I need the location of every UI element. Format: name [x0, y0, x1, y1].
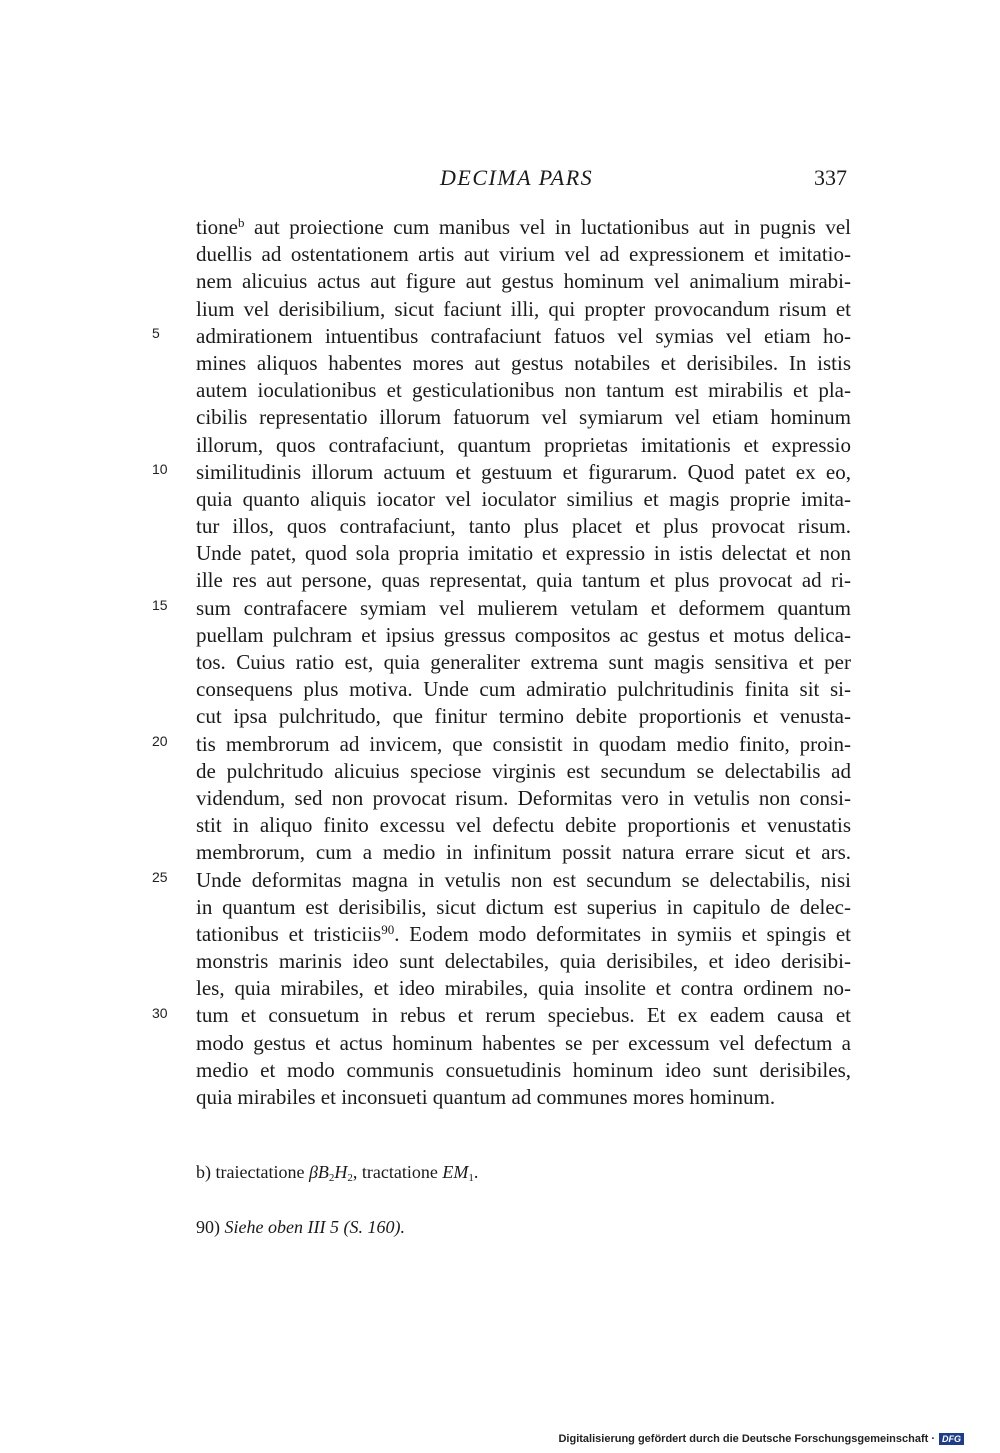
- line-number-15: 15: [152, 597, 168, 613]
- siglum: H: [334, 1162, 348, 1182]
- line-number-10: 10: [152, 461, 168, 477]
- footnote-marker-90: 90: [381, 921, 395, 937]
- text-line: similitudinis illorum actuum et gestuum et figurarum. Quod patet ex eo,: [196, 459, 851, 484]
- digitization-credit: [558, 1433, 964, 1445]
- text-line: illorum, quos contrafaciunt, quantum proprietas imitationis et expressio: [196, 432, 851, 457]
- footnote-text: Siehe oben III 5 (S. 160).: [224, 1217, 405, 1237]
- text-line: tis membrorum ad invicem, que consistit in quodam medio finito, proin-: [196, 731, 851, 756]
- text-line: admirationem intuentibus contrafaciunt fatuos vel symias vel etiam ho-: [196, 323, 851, 348]
- text-segment: tione: [196, 215, 238, 239]
- text-line: les, quia mirabiles, et ideo mirabiles, quia insolite et contra ordinem no-: [196, 976, 851, 1001]
- text-line: membrorum, cum a medio in infinitum possit natura errare sicut et ars.: [196, 840, 851, 865]
- main-text: [196, 214, 851, 1111]
- text-line: tos. Cuius ratio est, quia generaliter extrema sunt magis sensitiva et per: [196, 650, 851, 674]
- running-title: DECIMA PARS: [440, 165, 594, 190]
- text-line: stit in aliquo finito excessu vel defectu debite proportionis et venustatis: [196, 813, 851, 838]
- text-line: cibilis representatio illorum fatuorum vel symiarum vel etiam hominum: [196, 405, 851, 430]
- text-line: consequens plus motiva. Unde cum admiratio pulchritudinis finita sit si-: [196, 677, 851, 702]
- apparatus-marker-b: b: [238, 215, 245, 230]
- text-line: de pulchritudo alicuius speciose virginis est secundum se delectabilis ad: [196, 758, 851, 783]
- footnote-label: 90): [196, 1217, 225, 1237]
- text-line: duellis ad ostentationem artis aut virium vel ad expressionem et imitatio-: [196, 242, 851, 267]
- text-line: sum contrafacere symiam vel mulierem vetulam et deformem quantum: [196, 595, 851, 620]
- text-line: quia quanto aliquis iocator vel ioculator similius et magis proprie imita-: [196, 486, 851, 511]
- line-number-5: 5: [152, 325, 160, 341]
- dfg-logo-icon: DFG: [939, 1433, 964, 1445]
- footnote-90: [196, 1217, 405, 1238]
- text-line: videndum, sed non provocat risum. Deformitas vero in vetulis non consi-: [196, 785, 851, 810]
- apparatus-text: .: [473, 1162, 479, 1182]
- line-number-25: 25: [152, 869, 168, 885]
- text-line: lium vel derisibilium, sicut faciunt illi, qui propter provocandum risum et: [196, 296, 851, 321]
- text-line: cut ipsa pulchritudo, que finitur termino debite proportionis et venusta-: [196, 704, 851, 729]
- text-line: monstris marinis ideo sunt delectabiles, quia derisibiles, et ideo derisibi-: [196, 949, 851, 974]
- text-line: in quantum est derisibilis, sicut dictum est superius in capitulo de delec-: [196, 894, 851, 919]
- text-line: tur illos, quos contrafaciunt, tanto plus placet et plus provocat risum.: [196, 514, 851, 539]
- text-line: [196, 921, 851, 948]
- text-line: tum et consuetum in rebus et rerum speciebus. Et ex eadem causa et: [196, 1003, 851, 1028]
- apparatus-label: b) traiectatione: [196, 1162, 309, 1182]
- text-line: medio et modo communis consuetudinis hominum ideo sunt derisibiles,: [196, 1057, 851, 1082]
- siglum-index: 1: [468, 1172, 474, 1184]
- page-number: 337: [814, 165, 847, 190]
- text-segment: . Eodem modo deformitates in symiis et spingis et: [394, 921, 851, 946]
- apparatus-note-b: [196, 1162, 478, 1183]
- text-line: mines aliquos habentes mores aut gestus notabiles et derisibiles. In istis: [196, 350, 851, 375]
- siglum-index: 2: [347, 1172, 353, 1184]
- text-line: nem alicuius actus aut figure aut gestus hominum vel animalium mirabi-: [196, 269, 851, 294]
- text-line: ille res aut persone, quas representat, quia tantum et plus provocat ad ri-: [196, 568, 851, 593]
- text-line: autem ioculationibus et gesticulationibus non tantum est mirabilis et pla-: [196, 378, 851, 403]
- text-line: quia mirabiles et inconsueti quantum ad communes mores hominum.: [196, 1085, 776, 1109]
- line-number-20: 20: [152, 733, 168, 749]
- siglum: βB: [308, 1162, 329, 1182]
- text-segment: tationibus et tristiciis: [196, 921, 382, 946]
- siglum: EM: [442, 1162, 469, 1182]
- line-number-30: 30: [152, 1005, 168, 1021]
- text-line: Unde deformitas magna in vetulis non est secundum se delectabilis, nisi: [196, 867, 851, 892]
- text-line: puellam pulchram et ipsius gressus compositos ac gestus et motus delica-: [196, 622, 851, 647]
- siglum-index: 2: [328, 1172, 335, 1184]
- credit-text: Digitalisierung gefördert durch die Deutsche Forschungsgemeinschaft ·: [558, 1433, 935, 1445]
- text-line: Unde patet, quod sola propria imitatio et expressio in istis delectat et non: [196, 541, 851, 566]
- text-line: [196, 214, 851, 241]
- apparatus-text: , tractatione: [352, 1162, 443, 1182]
- text-segment: aut proiectione cum manibus vel in luctationibus aut in pugnis vel: [244, 215, 851, 239]
- text-line: modo gestus et actus hominum habentes se per excessum vel defectum a: [196, 1030, 851, 1055]
